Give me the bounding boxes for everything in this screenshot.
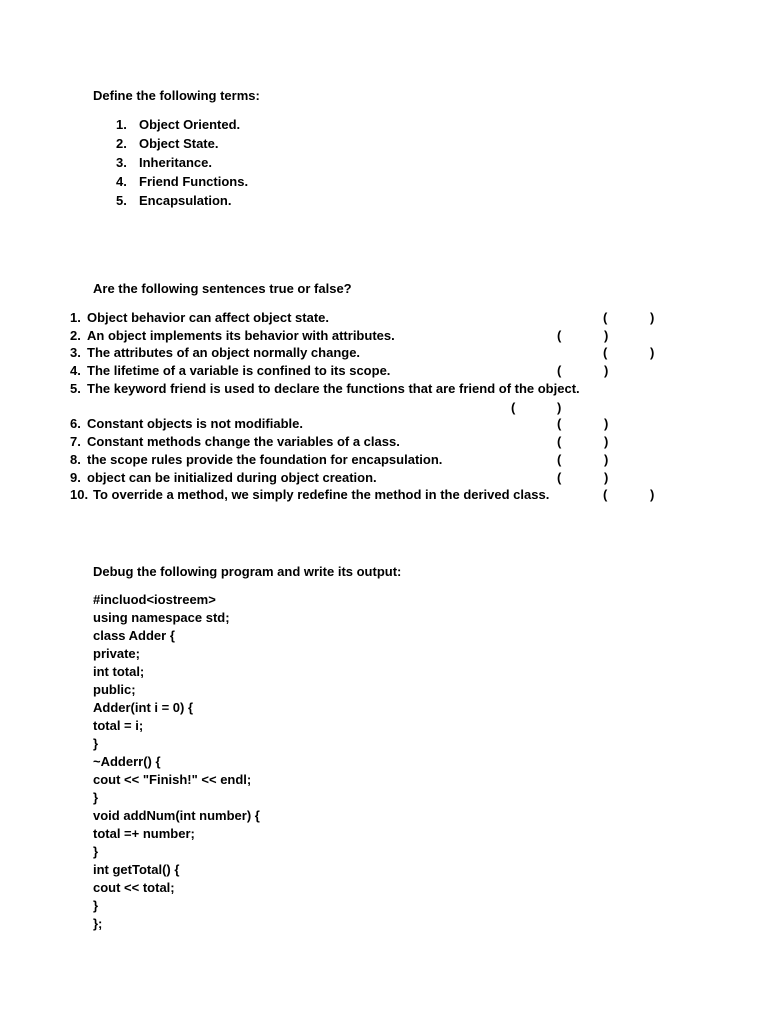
tf-item-num-9: 9. [70, 470, 81, 485]
tf-open-paren: ( [557, 470, 562, 485]
tf-item-10: To override a method, we simply redefine the method in the derived class. [93, 487, 550, 502]
tf-item-num-3: 3. [70, 345, 81, 360]
tf-close-paren: ) [604, 363, 609, 378]
code-line: class Adder { [93, 628, 175, 643]
code-line: cout << total; [93, 880, 175, 895]
tf-item-9: object can be initialized during object creation. [87, 470, 377, 485]
define-heading: Define the following terms: [93, 88, 260, 103]
code-line: total = i; [93, 718, 144, 733]
tf-close-paren: ) [604, 328, 609, 343]
code-line: }; [93, 916, 103, 931]
tf-open-paren: ( [557, 328, 562, 343]
tf-item-num-2: 2. [70, 328, 81, 343]
define-item-num-4: 4. [116, 174, 127, 189]
define-item-num-2: 2. [116, 136, 127, 151]
tf-item-3: The attributes of an object normally change. [87, 345, 361, 360]
code-line: cout << "Finish!" << endl; [93, 772, 252, 787]
tf-item-4: The lifetime of a variable is confined to its scope. [87, 363, 391, 378]
code-line: private; [93, 646, 140, 661]
tf-item-1: Object behavior can affect object state. [87, 310, 330, 325]
define-item-5: Encapsulation. [139, 193, 232, 208]
tf-item-num-6: 6. [70, 416, 81, 431]
code-line: using namespace std; [93, 610, 230, 625]
debug-heading: Debug the following program and write its output: [93, 564, 402, 579]
tf-open-paren: ( [603, 345, 608, 360]
tf-close-paren: ) [604, 470, 609, 485]
define-item-2: Object State. [139, 136, 219, 151]
define-item-num-1: 1. [116, 117, 127, 132]
tf-open-paren: ( [603, 487, 608, 502]
tf-item-5: The keyword friend is used to declare the functions that are friend of the object. [87, 381, 580, 396]
tf-item-num-5: 5. [70, 381, 81, 396]
truefalse-heading: Are the following sentences true or false? [93, 281, 352, 296]
code-line: } [93, 898, 99, 913]
tf-item-num-10: 10. [70, 487, 89, 502]
tf-item-7: Constant methods change the variables of a class. [87, 434, 400, 449]
tf-close-paren: ) [604, 434, 609, 449]
tf-close-paren: ) [650, 487, 655, 502]
code-line: int total; [93, 664, 145, 679]
code-line: int getTotal() { [93, 862, 180, 877]
code-line: #incluod<iostreem> [93, 592, 216, 607]
code-line: } [93, 844, 99, 859]
tf-open-paren: ( [557, 452, 562, 467]
tf-close-paren: ) [604, 416, 609, 431]
tf-item-num-1: 1. [70, 310, 81, 325]
code-line: } [93, 736, 99, 751]
tf-item-8: the scope rules provide the foundation for encapsulation. [87, 452, 443, 467]
define-item-3: Inheritance. [139, 155, 212, 170]
tf-item-num-4: 4. [70, 363, 81, 378]
code-line: void addNum(int number) { [93, 808, 260, 823]
tf-open-paren: ( [557, 434, 562, 449]
tf-item-num-8: 8. [70, 452, 81, 467]
code-line: public; [93, 682, 136, 697]
define-item-1: Object Oriented. [139, 117, 241, 132]
define-item-num-3: 3. [116, 155, 127, 170]
tf-open-paren: ( [557, 363, 562, 378]
tf-close-paren: ) [650, 345, 655, 360]
define-item-4: Friend Functions. [139, 174, 249, 189]
tf-item-num-7: 7. [70, 434, 81, 449]
tf-close-paren: ) [604, 452, 609, 467]
tf-close-paren: ) [557, 400, 562, 415]
tf-close-paren: ) [650, 310, 655, 325]
tf-open-paren: ( [511, 400, 516, 415]
code-line: total =+ number; [93, 826, 195, 841]
code-line: } [93, 790, 99, 805]
tf-item-2: An object implements its behavior with attributes. [87, 328, 395, 343]
tf-open-paren: ( [603, 310, 608, 325]
tf-open-paren: ( [557, 416, 562, 431]
code-block [93, 591, 260, 933]
code-line: Adder(int i = 0) { [93, 700, 194, 715]
define-item-num-5: 5. [116, 193, 127, 208]
tf-item-6: Constant objects is not modifiable. [87, 416, 303, 431]
code-line: ~Adderr() { [93, 754, 161, 769]
